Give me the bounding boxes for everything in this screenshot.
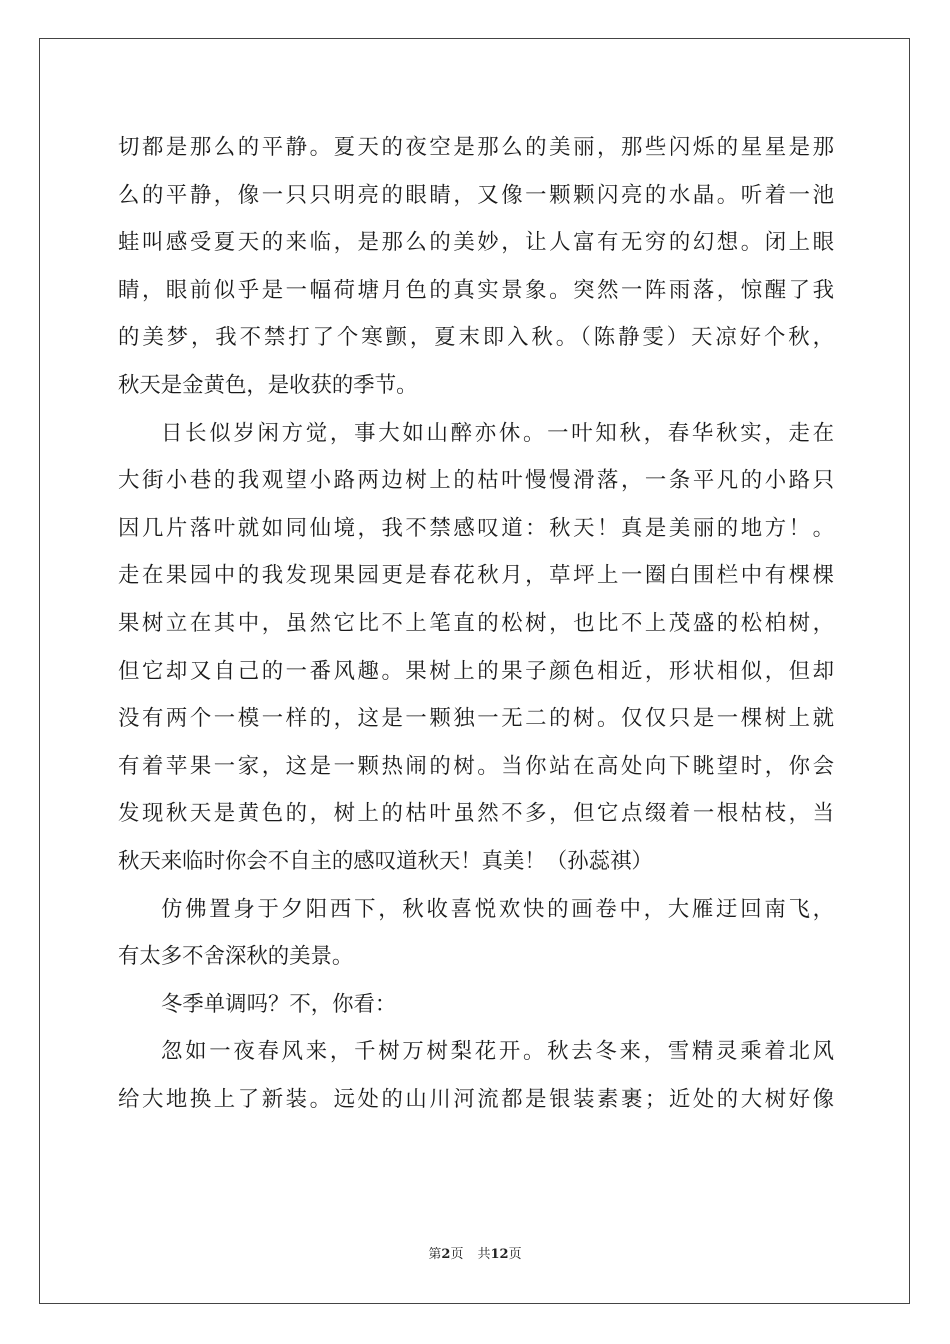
text-line: 的美梦，我不禁打了个寒颤，夏末即入秋。（陈静雯）天凉好个秋， (118, 325, 834, 351)
text-line: 但它却又自己的一番风趣。果树上的果子颜色相近，形状相似，但却 (118, 658, 834, 684)
text-line: 有太多不舍深秋的美景。 (118, 944, 354, 970)
total-prefix: 共 (477, 1247, 491, 1262)
text-line: 冬季单调吗？不，你看： (161, 991, 397, 1017)
text-line: 大街小巷的我观望小路两边树上的枯叶慢慢滑落，一条平凡的小路只 (118, 468, 834, 494)
text-line: 么的平静，像一只只明亮的眼睛，又像一颗颗闪亮的水晶。听着一池 (118, 182, 834, 208)
page-number: 2 (441, 1247, 451, 1262)
text-line: 睛，眼前似乎是一幅荷塘月色的真实景象。突然一阵雨落，惊醒了我 (118, 277, 834, 303)
page-suffix: 页 (450, 1247, 464, 1262)
text-line: 切都是那么的平静。夏天的夜空是那么的美丽，那些闪烁的星星是那 (118, 135, 834, 160)
text-line: 发现秋天是黄色的，树上的枯叶虽然不多，但它点缀着一根枯枝，当 (118, 801, 834, 827)
text-line: 秋天来临时你会不自主的感叹道秋天！真美！（孙蕊祺） (118, 848, 653, 874)
text-line: 仿佛置身于夕阳西下，秋收喜悦欢快的画卷中，大雁迂回南飞， (161, 896, 834, 922)
text-line: 没有两个一模一样的，这是一颗独一无二的树。仅仅只是一棵树上就 (118, 706, 834, 732)
document-body (118, 124, 834, 1123)
page-prefix: 第 (428, 1247, 442, 1262)
text-line: 忽如一夜春风来，千树万树梨花开。秋去冬来，雪精灵乘着北风 (161, 1039, 834, 1065)
text-line: 果树立在其中，虽然它比不上笔直的松树，也比不上茂盛的松柏树， (118, 610, 834, 636)
text-line: 有着苹果一家，这是一颗热闹的树。当你站在高处向下眺望时，你会 (118, 753, 834, 779)
page-footer (0, 1247, 950, 1263)
total-suffix: 页 (508, 1247, 522, 1262)
total-pages: 12 (490, 1247, 509, 1262)
text-line: 走在果园中的我发现果园更是春花秋月，草坪上一圈白围栏中有棵棵 (118, 563, 834, 589)
text-line: 蛙叫感受夏天的来临，是那么的美妙，让人富有无穷的幻想。闭上眼 (118, 230, 834, 256)
text-line: 日长似岁闲方觉，事大如山醉亦休。一叶知秋，春华秋实，走在 (161, 420, 834, 446)
text-line: 因几片落叶就如同仙境，我不禁感叹道：秋天！真是美丽的地方！。 (118, 515, 834, 541)
text-line: 秋天是金黄色，是收获的季节。 (118, 372, 418, 398)
text-line: 给大地换上了新装。远处的山川河流都是银装素裹；近处的大树好像 (118, 1086, 834, 1112)
